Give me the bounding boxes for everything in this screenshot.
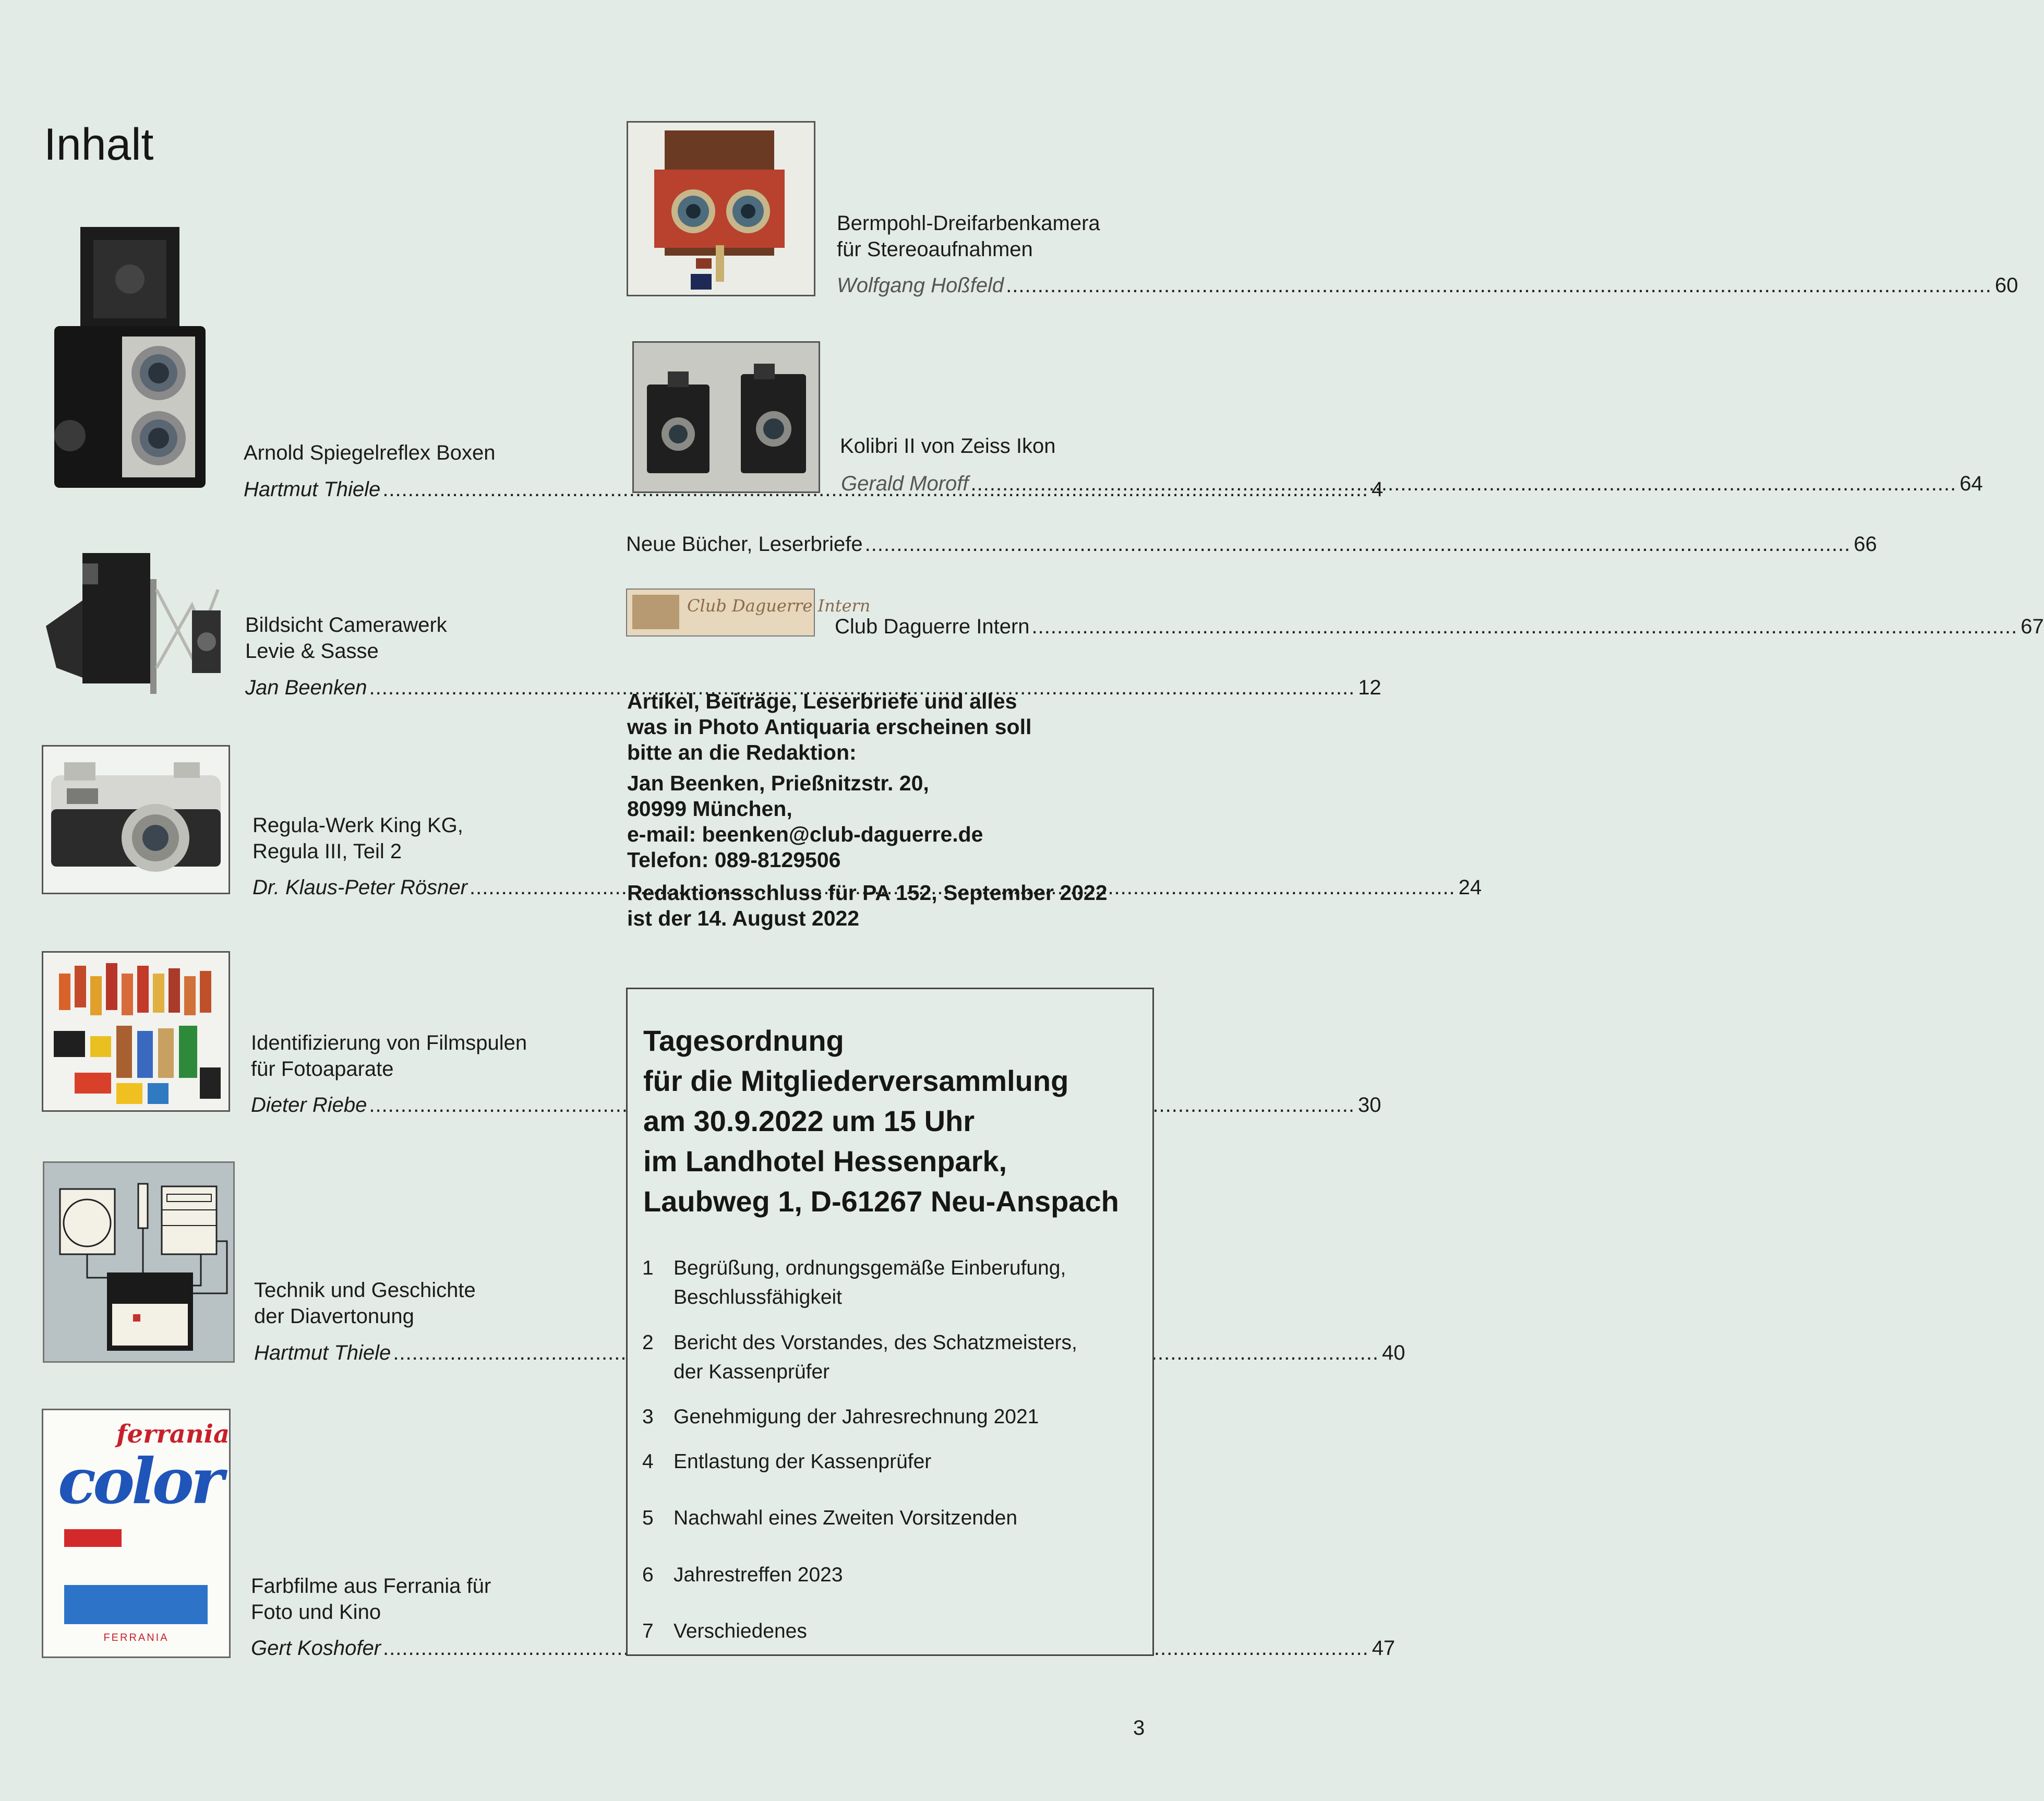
agenda-heading: Tagesordnung für die Mitgliederversammlung am 30.9.2022 um 15 Uhr im Landhotel Hessenpark, Laubweg 1, D-61267 Neu-Anspach — [643, 1024, 1119, 1218]
article-byline: Gert Koshofer ..... 47 — [251, 1635, 551, 1661]
article-byline: Dieter Riebe ..... 30 — [251, 1092, 548, 1118]
article-byline: Jan Beenken ..... 12 — [245, 675, 540, 701]
article-byline: Dr. Klaus-Peter Rösner ..... 24 — [253, 874, 547, 900]
agenda-item: 7 Verschiedenes — [642, 1620, 807, 1642]
agenda-box — [626, 988, 1154, 1656]
article-title: Bildsicht Camerawerk Levie & Sasse — [245, 614, 447, 663]
agenda-item: 1 Begrüßung, ordnungsgemäße Einberufung, Beschlussfähigkeit — [642, 1257, 1066, 1308]
club-logo-text: Club Daguerre Intern — [687, 596, 871, 616]
agenda-item: 2 Bericht des Vorstandes, des Schatzmeisters, der Kassenprüfer — [642, 1331, 1077, 1383]
club-daguerre-logo — [626, 589, 871, 637]
agenda-item: 4 Entlastung der Kassenprüfer — [642, 1450, 932, 1473]
editorial-notice: Artikel, Beiträge, Leserbriefe und alles was in Photo Antiquaria erscheinen soll bitte an die Redaktion: Jan Beenken, Prießnitzstr. 20, 80999 München, e-mail: beenken@club-daguerre.de Telefon: 089-8129506 Redaktionsschluss für PA 152, September 2022 ist der 14. August 2022 — [627, 689, 1108, 930]
page-number: 3 — [1133, 1716, 1145, 1739]
ferrania-color-text: color — [58, 1445, 221, 1518]
folding-camera-photo — [41, 548, 224, 694]
agenda-item: 5 Nachwahl eines Zweiten Vorsitzenden — [642, 1507, 1018, 1529]
stereo-camera-photo — [627, 121, 815, 296]
article-title: Kolibri II von Zeiss Ikon — [840, 435, 1056, 458]
misc-entry-club: Club Daguerre Intern ..... 67 — [835, 614, 1139, 640]
ferrania-company: FERRANIA — [103, 1632, 169, 1643]
article-byline: Hartmut Thiele ..... 40 — [254, 1340, 549, 1366]
misc-entry-books: Neue Bücher, Leserbriefe ..... 66 — [626, 531, 1139, 557]
ferrania-advert — [42, 1409, 231, 1658]
film-spools-photo — [42, 951, 230, 1112]
article-title: Farbfilme aus Ferrania für Foto und Kino — [251, 1575, 491, 1624]
article-title: Arnold Spiegelreflex Boxen — [244, 441, 496, 464]
kolibri-cameras-photo — [632, 341, 820, 493]
tlr-camera-photo — [44, 217, 216, 493]
ferrania-brand-text: ferrania — [116, 1420, 230, 1449]
diavertonung-illustration — [43, 1161, 235, 1363]
article-title: Bermpohl-Dreifarbenkamera für Stereoaufnahmen — [837, 212, 1100, 261]
article-byline: Hartmut Thiele ..... 4 — [244, 476, 538, 502]
article-title: Technik und Geschichte der Diavertonung — [254, 1279, 476, 1328]
article-byline: Gerald Moroff ..... 64 — [841, 471, 1138, 497]
article-title: Regula-Werk King KG, Regula III, Teil 2 — [253, 814, 463, 863]
article-byline: Wolfgang Hoßfeld ..... 60 — [837, 272, 1139, 298]
page-title: Inhalt — [44, 119, 154, 170]
agenda-item: 6 Jahrestreffen 2023 — [642, 1564, 843, 1586]
regula-camera-photo — [42, 745, 230, 894]
agenda-item: 3 Genehmigung der Jahresrechnung 2021 — [642, 1406, 1039, 1428]
article-title: Identifizierung von Filmspulen für Fotoaparate — [251, 1031, 527, 1080]
